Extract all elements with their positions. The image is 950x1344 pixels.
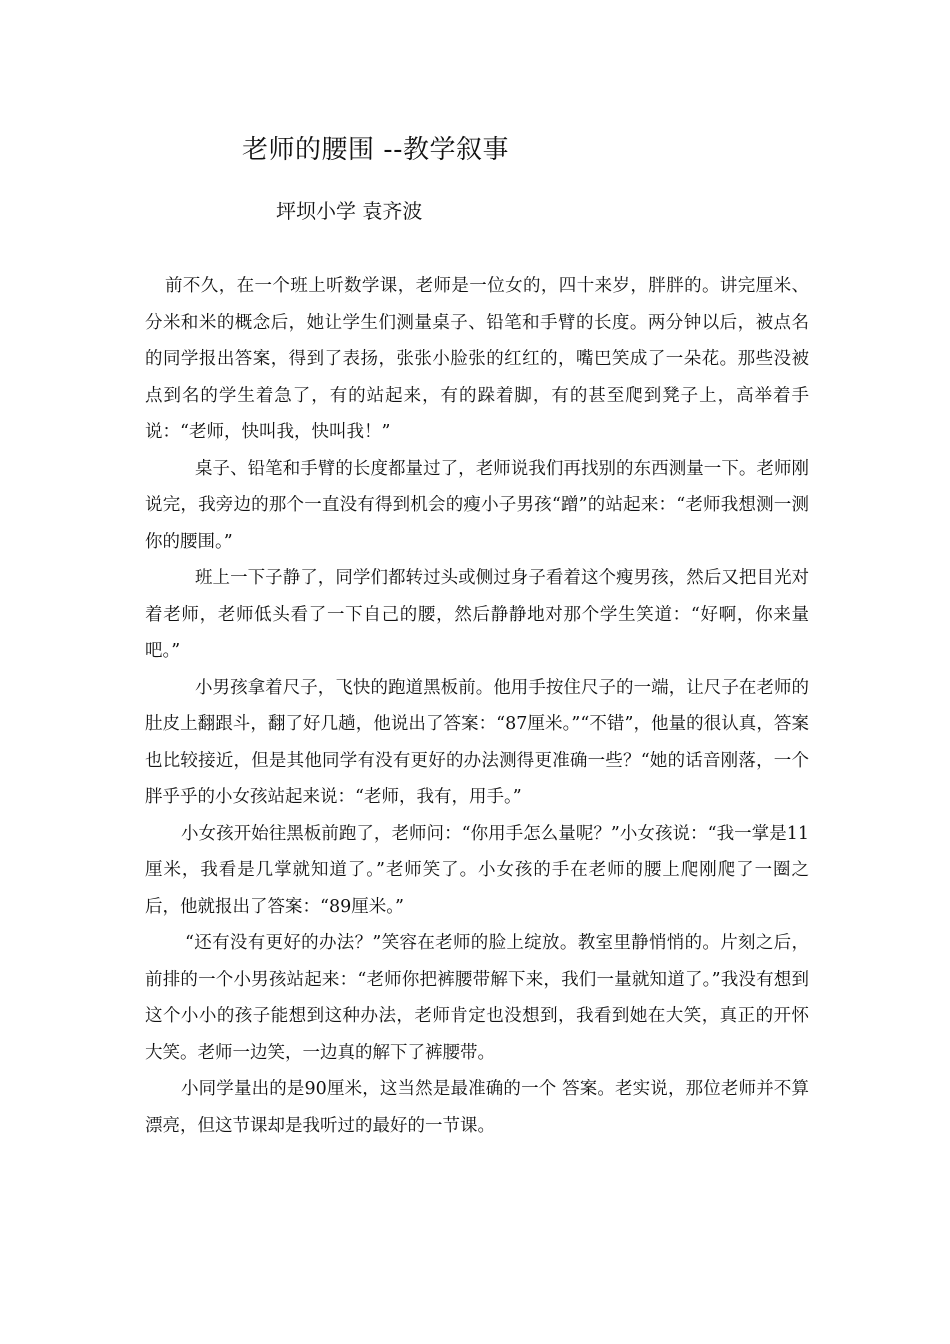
paragraph: 小女孩开始往黑板前跑了，老师问：“你用手怎么量呢？”小女孩说：“我一掌是11厘米，我看是几掌就知道了。”老师笑了。小女孩的手在老师的腰上爬刚爬了一圈之后，他就报出了答案：“89厘米。” xyxy=(145,823,809,917)
document-title: 老师的腰围 --教学叙事 xyxy=(242,135,510,165)
paragraph: 前不久，在一个班上听数学课，老师是一位女的，四十来岁，胖胖的。讲完厘米、分米和米的概念后，她让学生们测量桌子、铅笔和手臂的长度。两分钟以后，被点名的同学报出答案，得到了表扬，张张小脸张的红红的，嘴巴笑成了一朵花。那些没被点到名的学生着急了，有的站起来，有的跺着脚，有的甚至爬到凳子上，高举着手说：“老师，快叫我，快叫我！” xyxy=(145,276,809,442)
paragraph: 桌子、铅笔和手臂的长度都量过了，老师说我们再找别的东西测量一下。老师刚说完，我旁边的那个一直没有得到机会的瘦小子男孩“蹭”的站起来：“老师我想测一测你的腰围。” xyxy=(145,458,809,552)
paragraph: 小同学量出的是90厘米，这当然是最准确的一个 答案。老实说，那位老师并不算漂亮，但这节课却是我听过的最好的一节课。 xyxy=(145,1079,809,1136)
article-body xyxy=(145,268,809,1144)
author-byline: 坪坝小学 袁齐波 xyxy=(276,199,423,223)
paragraph: “还有没有更好的办法？”笑容在老师的脸上绽放。教室里静悄悄的。片刻之后，前排的一个小男孩站起来：“老师你把裤腰带解下来，我们一量就知道了。”我没有想到这个小小的孩子能想到这种办法，老师肯定也没想到，我看到她在大笑，真正的开怀大笑。老师一边笑，一边真的解下了裤腰带。 xyxy=(145,933,809,1063)
paragraph: 小男孩拿着尺子，飞快的跑道黑板前。他用手按住尺子的一端，让尺子在老师的肚皮上翻跟斗，翻了好几趟，他说出了答案：“87厘米。”“不错”，他量的很认真，答案也比较接近，但是其他同学有没有更好的办法测得更准确一些？“她的话音刚落，一个胖乎乎的小女孩站起来说：“老师，我有，用手。” xyxy=(145,677,809,807)
paragraph: 班上一下子静了，同学们都转过头或侧过身子看着这个瘦男孩，然后又把目光对着老师，老师低头看了一下自己的腰，然后静静地对那个学生笑道：“好啊，你来量吧。” xyxy=(145,568,809,661)
